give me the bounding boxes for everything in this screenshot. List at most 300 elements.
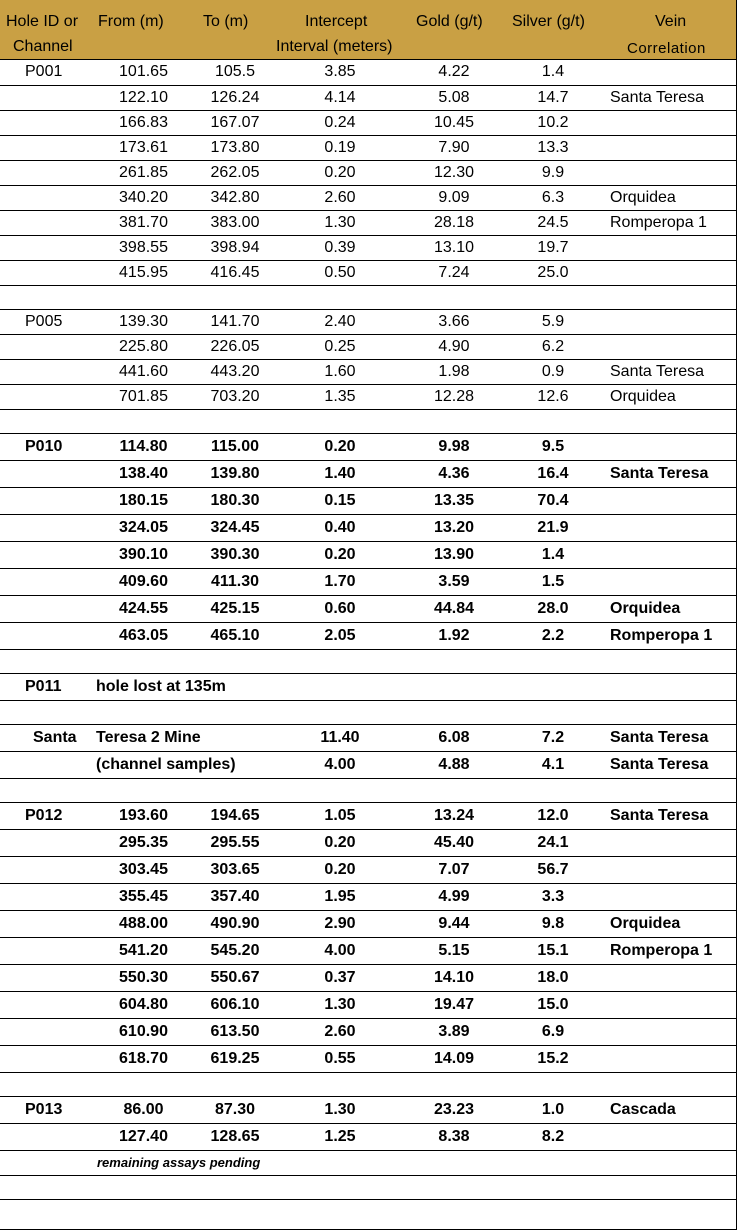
table-row [0, 460, 737, 487]
cell-from: 180.15 [96, 487, 191, 514]
cell-gold: 44.84 [401, 595, 507, 622]
empty-cell [401, 778, 507, 802]
empty-cell [191, 700, 279, 724]
cell-interval: 0.40 [279, 514, 401, 541]
cell-id [0, 487, 96, 514]
table-row [0, 334, 737, 359]
cell-to: 425.15 [191, 595, 279, 622]
cell-interval: 0.24 [279, 110, 401, 135]
cell-silver: 9.8 [507, 910, 599, 937]
cell-silver: 24.1 [507, 829, 599, 856]
cell-from: 701.85 [96, 384, 191, 409]
cell-to: 342.80 [191, 185, 279, 210]
cell-to: 416.45 [191, 260, 279, 285]
cell-gold: 12.28 [401, 384, 507, 409]
cell-to: 411.30 [191, 568, 279, 595]
cell-vein: Santa Teresa [599, 724, 737, 751]
empty-cell [191, 1072, 279, 1096]
empty-cell [0, 778, 96, 802]
cell-interval: 0.20 [279, 160, 401, 185]
table-row [0, 309, 737, 334]
cell-id: P013 [0, 1096, 96, 1123]
cell-interval: 1.40 [279, 460, 401, 487]
cell-id [0, 210, 96, 235]
cell-interval: 0.39 [279, 235, 401, 260]
cell-gold: 8.38 [401, 1123, 507, 1150]
cell-vein [599, 135, 737, 160]
cell-from: 166.83 [96, 110, 191, 135]
cell-gold: 9.44 [401, 910, 507, 937]
cell-vein: Santa Teresa [599, 85, 737, 110]
cell-from: Teresa 2 Mine [96, 724, 279, 751]
cell-silver: 70.4 [507, 487, 599, 514]
cell-vein [599, 829, 737, 856]
cell-gold: 3.66 [401, 309, 507, 334]
empty-cell [0, 700, 96, 724]
cell-vein [599, 235, 737, 260]
cell-gold: 9.09 [401, 185, 507, 210]
table-row [0, 487, 737, 514]
cell-gold: 10.45 [401, 110, 507, 135]
cell-interval: 0.20 [279, 541, 401, 568]
cell-silver: 16.4 [507, 460, 599, 487]
table-row [0, 964, 737, 991]
cell-vein [599, 334, 737, 359]
assay-table-body [0, 60, 737, 1200]
cell-gold: 13.24 [401, 802, 507, 829]
cell-gold: 6.08 [401, 724, 507, 751]
cell-gold: 7.07 [401, 856, 507, 883]
empty-cell [401, 1175, 507, 1199]
cell-to: 703.20 [191, 384, 279, 409]
empty-cell [279, 778, 401, 802]
cell-silver: 6.3 [507, 185, 599, 210]
cell-gold: 1.98 [401, 359, 507, 384]
cell-id [0, 110, 96, 135]
cell-from: 139.30 [96, 309, 191, 334]
blank-row [0, 1175, 737, 1199]
header-intercept-line1: Intercept [305, 13, 368, 30]
table-header [0, 0, 736, 60]
cell-id [0, 937, 96, 964]
cell-from: 114.80 [96, 433, 191, 460]
cell-from: 225.80 [96, 334, 191, 359]
cell-from: 355.45 [96, 883, 191, 910]
cell-silver: 6.2 [507, 334, 599, 359]
cell-id [0, 514, 96, 541]
cell-from: 381.70 [96, 210, 191, 235]
cell-silver: 8.2 [507, 1123, 599, 1150]
cell-interval: 1.35 [279, 384, 401, 409]
cell-vein [599, 991, 737, 1018]
cell-to: 545.20 [191, 937, 279, 964]
blank-row [0, 285, 737, 309]
cell-interval: 1.05 [279, 802, 401, 829]
cell-silver: 7.2 [507, 724, 599, 751]
cell-interval: 0.20 [279, 829, 401, 856]
empty-cell [599, 1175, 737, 1199]
cell-to: 115.00 [191, 433, 279, 460]
cell-to: 490.90 [191, 910, 279, 937]
empty-cell [279, 409, 401, 433]
cell-to: 550.67 [191, 964, 279, 991]
cell-silver: 1.4 [507, 60, 599, 85]
cell-to: 194.65 [191, 802, 279, 829]
cell-interval: 0.19 [279, 135, 401, 160]
blank-row [0, 1072, 737, 1096]
cell-interval: 4.14 [279, 85, 401, 110]
cell-to: 167.07 [191, 110, 279, 135]
cell-to: 262.05 [191, 160, 279, 185]
cell-from: 463.05 [96, 622, 191, 649]
cell-silver: 14.7 [507, 85, 599, 110]
cell-silver: 19.7 [507, 235, 599, 260]
cell-gold: 14.09 [401, 1045, 507, 1072]
cell-to: 139.80 [191, 460, 279, 487]
cell-gold: 19.47 [401, 991, 507, 1018]
cell-to: 383.00 [191, 210, 279, 235]
header-vein-line1: Vein [655, 13, 687, 30]
cell-to: 128.65 [191, 1123, 279, 1150]
empty-cell [96, 285, 191, 309]
cell-interval: 2.60 [279, 185, 401, 210]
blank-row [0, 649, 737, 673]
cell-from: 173.61 [96, 135, 191, 160]
cell-gold: 45.40 [401, 829, 507, 856]
table-row [0, 160, 737, 185]
cell-id [0, 856, 96, 883]
cell-vein [599, 309, 737, 334]
cell-from: 409.60 [96, 568, 191, 595]
cell-from: hole lost at 135m [96, 673, 737, 700]
table-row [0, 829, 737, 856]
cell-interval: 1.60 [279, 359, 401, 384]
cell-to: 303.65 [191, 856, 279, 883]
header-to: To (m) [203, 13, 249, 30]
cell-silver: 4.1 [507, 751, 599, 778]
cell-from: 127.40 [96, 1123, 191, 1150]
blank-row [0, 778, 737, 802]
table-row [0, 135, 737, 160]
cell-silver: 18.0 [507, 964, 599, 991]
cell-gold: 1.92 [401, 622, 507, 649]
cell-gold: 13.10 [401, 235, 507, 260]
cell-vein [599, 1018, 737, 1045]
cell-interval: 1.30 [279, 210, 401, 235]
table-row [0, 85, 737, 110]
table-row [0, 210, 737, 235]
cell-silver: 28.0 [507, 595, 599, 622]
cell-from: 261.85 [96, 160, 191, 185]
cell-to: 357.40 [191, 883, 279, 910]
empty-cell [0, 1175, 96, 1199]
empty-cell [279, 285, 401, 309]
cell-id [0, 85, 96, 110]
cell-silver: 10.2 [507, 110, 599, 135]
empty-cell [0, 649, 96, 673]
empty-cell [599, 409, 737, 433]
empty-cell [599, 649, 737, 673]
table-row [0, 1045, 737, 1072]
cell-interval: 2.05 [279, 622, 401, 649]
cell-gold: 14.10 [401, 964, 507, 991]
table-row [0, 110, 737, 135]
cell-vein [599, 433, 737, 460]
empty-cell [0, 1150, 96, 1175]
empty-cell [0, 285, 96, 309]
cell-interval: 0.20 [279, 856, 401, 883]
cell-interval: 2.60 [279, 1018, 401, 1045]
cell-text: remaining assays pending [96, 1150, 401, 1175]
cell-id [0, 568, 96, 595]
cell-gold: 13.35 [401, 487, 507, 514]
cell-vein [599, 60, 737, 85]
empty-cell [401, 1150, 507, 1175]
cell-interval: 1.30 [279, 1096, 401, 1123]
cell-to: 180.30 [191, 487, 279, 514]
empty-cell [279, 649, 401, 673]
cell-vein [599, 1045, 737, 1072]
cell-interval: 3.85 [279, 60, 401, 85]
cell-from: 415.95 [96, 260, 191, 285]
header-gold: Gold (g/t) [416, 13, 483, 30]
table-row [0, 751, 737, 778]
cell-gold: 5.08 [401, 85, 507, 110]
empty-cell [96, 649, 191, 673]
empty-cell [507, 285, 599, 309]
cell-to: 105.5 [191, 60, 279, 85]
cell-vein: Orquidea [599, 910, 737, 937]
cell-from: 324.05 [96, 514, 191, 541]
cell-interval: 4.00 [279, 937, 401, 964]
cell-silver: 15.0 [507, 991, 599, 1018]
cell-vein [599, 514, 737, 541]
cell-from: 550.30 [96, 964, 191, 991]
empty-cell [96, 1072, 191, 1096]
cell-from: 303.45 [96, 856, 191, 883]
cell-from: (channel samples) [96, 751, 279, 778]
cell-gold: 23.23 [401, 1096, 507, 1123]
cell-vein: Orquidea [599, 185, 737, 210]
cell-vein [599, 487, 737, 514]
cell-to: 619.25 [191, 1045, 279, 1072]
empty-cell [191, 409, 279, 433]
cell-id: P010 [0, 433, 96, 460]
cell-silver: 15.2 [507, 1045, 599, 1072]
cell-id: P011 [0, 673, 96, 700]
table-row [0, 673, 737, 700]
empty-cell [401, 700, 507, 724]
cell-id [0, 1123, 96, 1150]
cell-from: 390.10 [96, 541, 191, 568]
empty-cell [401, 285, 507, 309]
empty-cell [507, 409, 599, 433]
cell-vein: Cascada [599, 1096, 737, 1123]
cell-silver: 0.9 [507, 359, 599, 384]
cell-from: 541.20 [96, 937, 191, 964]
cell-gold: 4.36 [401, 460, 507, 487]
cell-vein [599, 110, 737, 135]
cell-silver: 24.5 [507, 210, 599, 235]
cell-silver: 12.0 [507, 802, 599, 829]
cell-to: 324.45 [191, 514, 279, 541]
cell-vein [599, 964, 737, 991]
cell-id: P012 [0, 802, 96, 829]
cell-id [0, 991, 96, 1018]
cell-gold: 7.24 [401, 260, 507, 285]
cell-vein: Romperopa 1 [599, 622, 737, 649]
cell-to: 465.10 [191, 622, 279, 649]
cell-silver: 56.7 [507, 856, 599, 883]
empty-cell [0, 1072, 96, 1096]
cell-from: 398.55 [96, 235, 191, 260]
table-row [0, 1018, 737, 1045]
empty-cell [507, 700, 599, 724]
cell-interval: 0.60 [279, 595, 401, 622]
empty-cell [191, 285, 279, 309]
empty-cell [507, 1150, 599, 1175]
cell-from: 424.55 [96, 595, 191, 622]
empty-cell [401, 1072, 507, 1096]
empty-cell [96, 1175, 191, 1199]
table-row [0, 1096, 737, 1123]
cell-from: 295.35 [96, 829, 191, 856]
cell-id [0, 964, 96, 991]
cell-vein [599, 260, 737, 285]
empty-cell [191, 778, 279, 802]
cell-id [0, 751, 96, 778]
cell-gold: 3.89 [401, 1018, 507, 1045]
empty-cell [96, 409, 191, 433]
header-from: From (m) [98, 13, 164, 30]
header-hole-id-line2: Channel [13, 38, 73, 55]
cell-from: 441.60 [96, 359, 191, 384]
cell-to: 613.50 [191, 1018, 279, 1045]
cell-interval: 0.50 [279, 260, 401, 285]
cell-silver: 9.5 [507, 433, 599, 460]
cell-vein: Santa Teresa [599, 460, 737, 487]
table-row [0, 514, 737, 541]
note-row [0, 1150, 737, 1175]
cell-vein: Santa Teresa [599, 751, 737, 778]
header-silver: Silver (g/t) [512, 13, 585, 30]
cell-interval: 1.70 [279, 568, 401, 595]
cell-silver: 3.3 [507, 883, 599, 910]
cell-id [0, 260, 96, 285]
cell-interval: 2.40 [279, 309, 401, 334]
header-intercept-line2: Interval (meters) [276, 38, 393, 55]
empty-cell [599, 285, 737, 309]
cell-silver: 1.4 [507, 541, 599, 568]
cell-from: 138.40 [96, 460, 191, 487]
cell-gold: 13.90 [401, 541, 507, 568]
table-row [0, 541, 737, 568]
cell-id [0, 1018, 96, 1045]
table-row [0, 384, 737, 409]
cell-from: 340.20 [96, 185, 191, 210]
cell-to: 390.30 [191, 541, 279, 568]
cell-from: 122.10 [96, 85, 191, 110]
cell-id [0, 135, 96, 160]
cell-id [0, 829, 96, 856]
cell-silver: 25.0 [507, 260, 599, 285]
table-row [0, 1123, 737, 1150]
table-row [0, 910, 737, 937]
cell-silver: 1.0 [507, 1096, 599, 1123]
table-row [0, 433, 737, 460]
cell-to: 141.70 [191, 309, 279, 334]
cell-to: 226.05 [191, 334, 279, 359]
table-row [0, 568, 737, 595]
table-row [0, 185, 737, 210]
cell-silver: 6.9 [507, 1018, 599, 1045]
empty-cell [507, 1072, 599, 1096]
empty-cell [279, 700, 401, 724]
cell-vein [599, 541, 737, 568]
empty-cell [599, 1072, 737, 1096]
table-row [0, 724, 737, 751]
table-row [0, 883, 737, 910]
cell-interval: 1.95 [279, 883, 401, 910]
cell-interval: 0.37 [279, 964, 401, 991]
cell-from: 193.60 [96, 802, 191, 829]
blank-row [0, 409, 737, 433]
cell-id: Santa [0, 724, 96, 751]
cell-id [0, 334, 96, 359]
empty-cell [599, 1150, 737, 1175]
empty-cell [279, 1072, 401, 1096]
cell-gold: 9.98 [401, 433, 507, 460]
cell-interval: 0.55 [279, 1045, 401, 1072]
empty-cell [279, 1175, 401, 1199]
cell-interval: 1.25 [279, 1123, 401, 1150]
cell-silver: 12.6 [507, 384, 599, 409]
cell-id [0, 595, 96, 622]
cell-to: 398.94 [191, 235, 279, 260]
cell-gold: 28.18 [401, 210, 507, 235]
cell-vein: Orquidea [599, 384, 737, 409]
cell-silver: 1.5 [507, 568, 599, 595]
table-row [0, 60, 737, 85]
cell-from: 101.65 [96, 60, 191, 85]
header-vein-line2: Correlation [627, 40, 706, 57]
cell-silver: 13.3 [507, 135, 599, 160]
cell-id [0, 160, 96, 185]
cell-gold: 4.22 [401, 60, 507, 85]
cell-interval: 1.30 [279, 991, 401, 1018]
cell-id [0, 460, 96, 487]
cell-silver: 5.9 [507, 309, 599, 334]
cell-gold: 4.90 [401, 334, 507, 359]
cell-gold: 12.30 [401, 160, 507, 185]
empty-cell [599, 700, 737, 724]
table-row [0, 260, 737, 285]
cell-to: 295.55 [191, 829, 279, 856]
cell-id: P001 [0, 60, 96, 85]
cell-to: 87.30 [191, 1096, 279, 1123]
cell-interval: 0.20 [279, 433, 401, 460]
empty-cell [507, 1175, 599, 1199]
cell-interval: 4.00 [279, 751, 401, 778]
empty-cell [0, 409, 96, 433]
table-row [0, 622, 737, 649]
cell-silver: 9.9 [507, 160, 599, 185]
cell-vein [599, 160, 737, 185]
blank-row [0, 700, 737, 724]
empty-cell [507, 649, 599, 673]
cell-vein: Romperopa 1 [599, 937, 737, 964]
empty-cell [191, 1175, 279, 1199]
